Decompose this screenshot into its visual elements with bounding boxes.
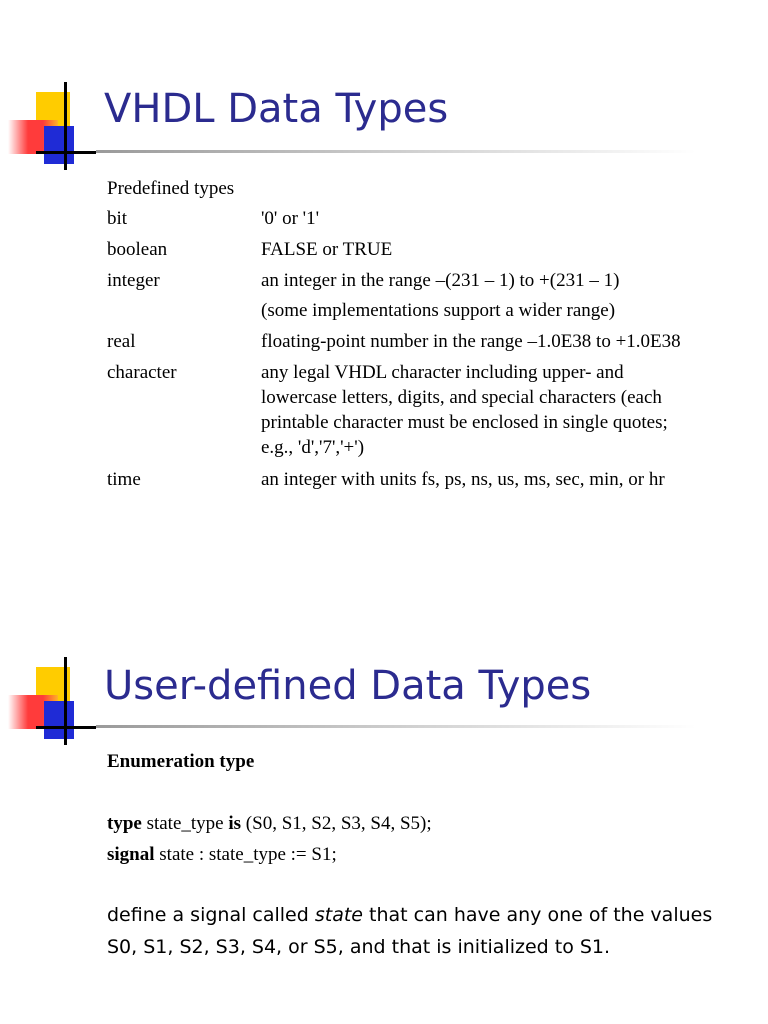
type-description: an integer in the range –(231 – 1) to +(231 – 1): [261, 270, 620, 291]
code-text: state_type: [141, 813, 229, 834]
type-description: any legal VHDL character including upper- and: [261, 362, 624, 383]
type-declaration-line: [107, 813, 432, 835]
type-description: '0' or '1': [261, 208, 320, 229]
type-description-cont: lowercase letters, digits, and special characters (each: [261, 387, 662, 408]
code-text: (S0, S1, S2, S3, S4, S5);: [241, 813, 432, 834]
title-underline: [96, 725, 696, 728]
type-name: integer: [107, 270, 160, 291]
slide-title: User-defined Data Types: [104, 663, 592, 709]
code-text: state : state_type := S1;: [154, 844, 337, 865]
keyword-signal: signal: [107, 844, 155, 865]
type-description: FALSE or TRUE: [261, 239, 393, 260]
logo-horizontal-line: [36, 151, 96, 154]
type-name: real: [107, 331, 136, 352]
slide-logo-decoration: [0, 0, 120, 120]
type-name: bit: [107, 208, 128, 229]
slide-title: VHDL Data Types: [104, 86, 449, 132]
type-name: boolean: [107, 239, 168, 260]
type-description-cont: printable character must be enclosed in single quotes;: [261, 412, 668, 433]
logo-blue-square: [44, 701, 74, 739]
enumeration-heading: Enumeration type: [107, 751, 255, 772]
keyword-is: is: [228, 813, 242, 834]
type-name: time: [107, 469, 141, 490]
slide-user-defined-types: [0, 575, 768, 1024]
type-description: floating-point number in the range –1.0E38 to +1.0E38: [261, 331, 681, 352]
predefined-heading: Predefined types: [107, 178, 235, 199]
desc-text: define a signal called: [107, 904, 315, 926]
desc-text: that can have any one of the values: [363, 904, 713, 926]
signal-declaration-line: [107, 844, 337, 866]
type-description-cont: (some implementations support a wider range): [261, 300, 616, 321]
description-line-2: S0, S1, S2, S3, S4, or S5, and that is initialized to S1.: [107, 936, 611, 958]
keyword-type: type: [107, 813, 142, 834]
title-underline: [96, 150, 696, 153]
logo-vertical-line: [64, 657, 67, 745]
slide-logo-decoration: [0, 575, 120, 695]
logo-horizontal-line: [36, 726, 96, 729]
type-description-cont: e.g., 'd','7','+'): [261, 437, 365, 458]
description-line-1: [107, 899, 712, 931]
logo-blue-square: [44, 126, 74, 164]
type-description: an integer with units fs, ps, ns, us, ms, sec, min, or hr: [261, 469, 665, 490]
logo-vertical-line: [64, 82, 67, 170]
desc-emphasis: state: [314, 904, 363, 926]
type-name: character: [107, 362, 177, 383]
